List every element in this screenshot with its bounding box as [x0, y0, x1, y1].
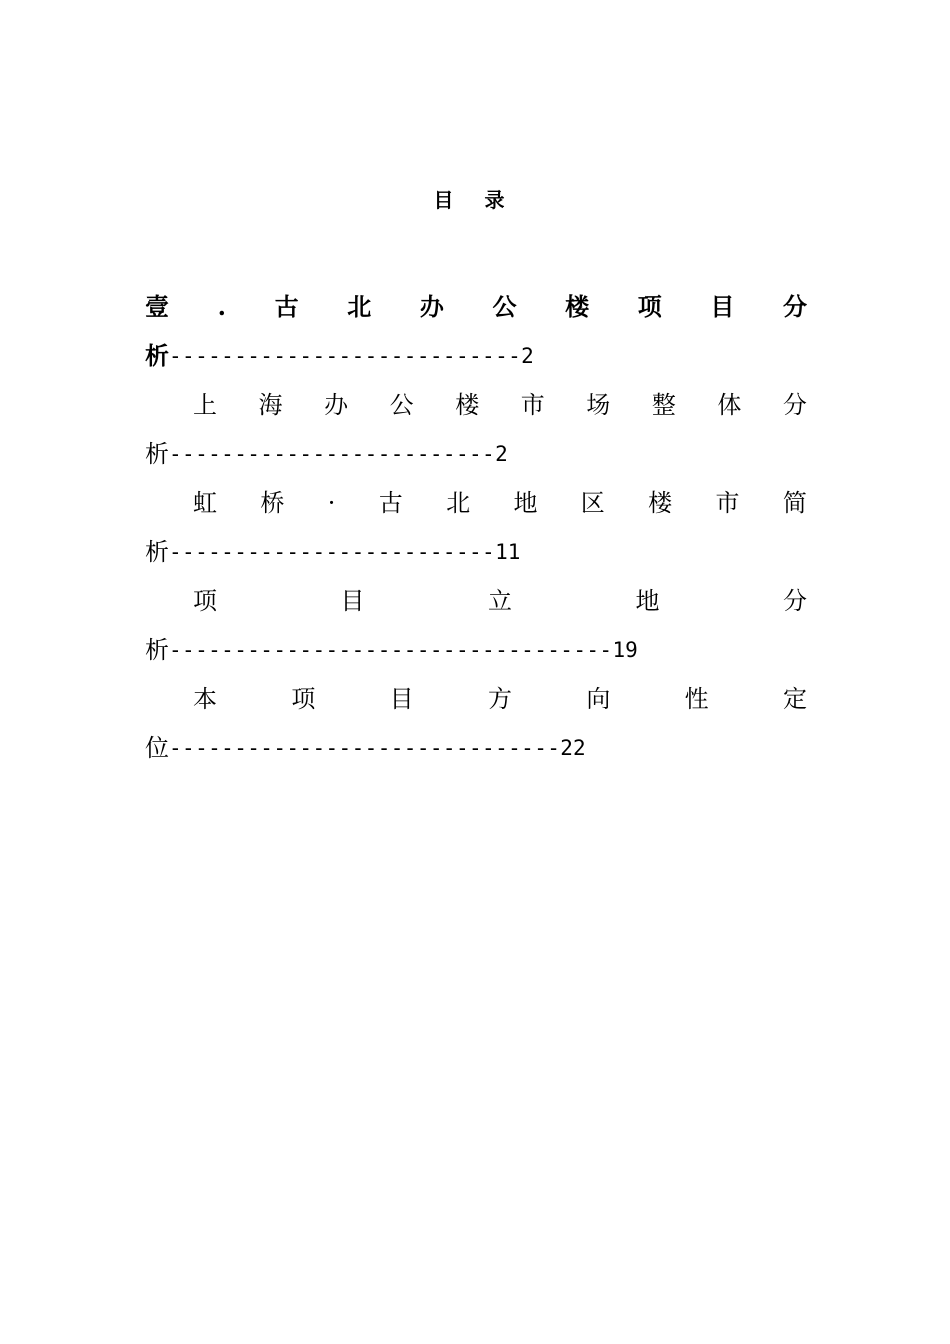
toc-char: 项 — [637, 291, 662, 321]
toc-page-number: 22 — [560, 735, 586, 760]
toc-char: 区 — [580, 488, 605, 517]
toc-char: 简 — [782, 488, 807, 517]
toc-char: 项 — [291, 684, 316, 713]
toc-entry-3-head — [145, 576, 807, 625]
toc-tail-char: 位 — [145, 733, 169, 762]
toc-page-number: 19 — [612, 637, 638, 662]
toc-char: 目 — [389, 684, 414, 713]
toc-char: 办 — [419, 291, 444, 321]
toc-char: 项 — [193, 586, 217, 615]
toc-title: 目 录 — [433, 188, 517, 212]
toc-char: 公 — [492, 291, 517, 321]
toc-entry-4-head — [145, 674, 807, 723]
toc-char: 虹 — [193, 488, 217, 517]
toc-char: 分 — [783, 586, 807, 615]
toc-char: 市 — [715, 488, 740, 517]
toc-leader-dashes: ------------------------- — [169, 441, 496, 466]
toc-entry-0-head — [145, 282, 807, 331]
toc-char: 场 — [586, 390, 611, 419]
toc-char: 公 — [389, 390, 414, 419]
toc-char: 海 — [258, 390, 283, 419]
toc-tail-char: 析 — [145, 340, 169, 370]
toc-entry-2-tail — [145, 527, 807, 576]
toc-char: 向 — [586, 684, 611, 713]
toc-char: 办 — [324, 390, 349, 419]
toc-char: . — [217, 291, 226, 321]
toc-entry-2-head — [145, 478, 807, 527]
toc-char: 北 — [347, 291, 372, 321]
toc-char: 立 — [488, 586, 512, 615]
toc-char: 本 — [193, 684, 217, 713]
toc-leader-dashes: ---------------------------------- — [169, 637, 613, 662]
toc-entry-1-tail — [145, 429, 807, 478]
toc-leader-dashes: --------------------------- — [169, 343, 522, 368]
toc-char: 目 — [710, 291, 735, 321]
toc-entry-3-tail — [145, 625, 807, 674]
toc-char: 分 — [782, 291, 807, 321]
toc-char: 分 — [782, 390, 807, 419]
toc-char: 目 — [340, 586, 365, 615]
toc-entry-0-tail — [145, 331, 807, 380]
toc-char: 定 — [782, 684, 807, 713]
toc-char: · — [327, 488, 336, 517]
toc-char: 体 — [717, 390, 742, 419]
toc-char: 楼 — [455, 390, 480, 419]
toc-char: 古 — [378, 488, 403, 517]
toc-char: 壹 — [145, 291, 169, 321]
toc-char: 地 — [513, 488, 538, 517]
table-of-contents — [145, 282, 807, 772]
toc-leader-dashes: ------------------------- — [169, 539, 496, 564]
toc-page-number: 11 — [495, 539, 521, 564]
toc-char: 楼 — [565, 291, 590, 321]
toc-page-number: 2 — [521, 343, 534, 368]
toc-char: 上 — [193, 390, 217, 419]
toc-char: 北 — [446, 488, 471, 517]
toc-entry-1-head — [145, 380, 807, 429]
toc-tail-char: 析 — [145, 537, 169, 566]
toc-char: 性 — [684, 684, 709, 713]
toc-page-number: 2 — [495, 441, 508, 466]
toc-tail-char: 析 — [145, 439, 169, 468]
toc-leader-dashes: ------------------------------ — [169, 735, 561, 760]
toc-tail-char: 析 — [145, 635, 169, 664]
toc-char: 市 — [520, 390, 545, 419]
toc-char: 桥 — [260, 488, 285, 517]
toc-char: 整 — [651, 390, 676, 419]
toc-char: 楼 — [648, 488, 673, 517]
toc-char: 古 — [274, 291, 299, 321]
toc-entry-4-tail — [145, 723, 807, 772]
toc-char: 方 — [487, 684, 512, 713]
toc-char: 地 — [635, 586, 660, 615]
